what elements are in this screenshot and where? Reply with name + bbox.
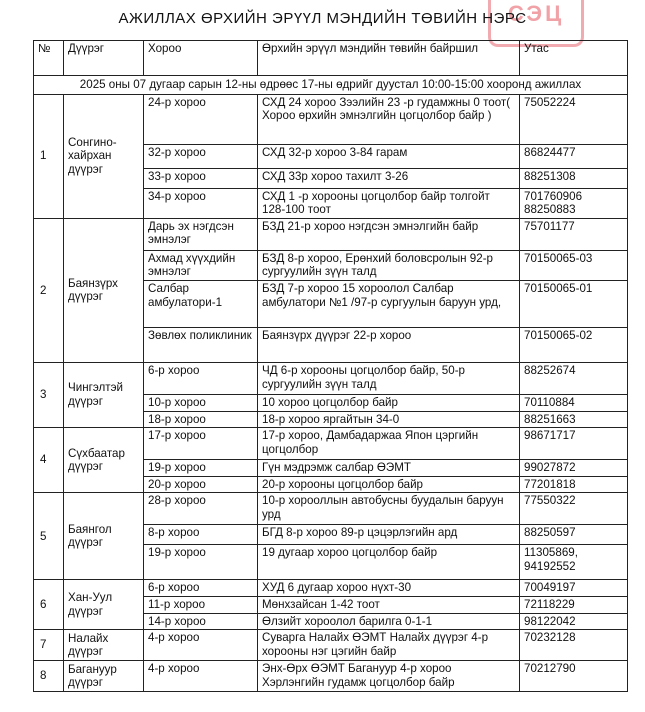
table-row bbox=[34, 630, 628, 661]
khoroo-cell: 20-р хороо bbox=[144, 476, 258, 493]
district-cell: Баянгол дүүрэг bbox=[64, 493, 144, 580]
khoroo-cell: 6-р хороо bbox=[144, 362, 258, 394]
district-cell: Чингэлтэй дүүрэг bbox=[64, 362, 144, 427]
location-cell: 17-р хороо, Дамбадаржаа Япон цэргийн цогцолбор bbox=[258, 428, 520, 460]
phone-cell: 88251663 bbox=[520, 411, 628, 428]
table-row bbox=[34, 218, 628, 250]
row-number: 3 bbox=[34, 362, 64, 427]
phone-cell: 98122042 bbox=[520, 613, 628, 630]
row-number: 2 bbox=[34, 218, 64, 362]
location-cell: БГД 8-р хороо 89-р цэцэрлэгийн ард bbox=[258, 525, 520, 545]
table-body bbox=[34, 76, 628, 692]
row-number: 1 bbox=[34, 94, 64, 218]
khoroo-cell: 4-р хороо bbox=[144, 630, 258, 661]
khoroo-cell: Салбар амбулатори-1 bbox=[144, 280, 258, 327]
location-cell: 10 хороо цогцолбор байр bbox=[258, 394, 520, 411]
header-location: Өрхийн эрүүл мэндийн төвийн байршил bbox=[258, 41, 520, 76]
phone-cell: 70150065-03 bbox=[520, 250, 628, 280]
phone-cell: 70150065-01 bbox=[520, 280, 628, 327]
phone-cell: 70232128 bbox=[520, 630, 628, 661]
phone-cell: 70150065-02 bbox=[520, 327, 628, 362]
phone-cell: 86824477 bbox=[520, 144, 628, 168]
phone-cell: 75701177 bbox=[520, 218, 628, 250]
phone-cell: 88250597 bbox=[520, 525, 628, 545]
khoroo-cell: 11-р хороо bbox=[144, 596, 258, 613]
row-number: 7 bbox=[34, 630, 64, 661]
document-title: АЖИЛЛАХ ӨРХИЙН ЭРҮҮЛ МЭНДИЙН ТӨВИЙН НЭРС bbox=[118, 10, 527, 27]
phone-cell: 77550322 bbox=[520, 493, 628, 525]
khoroo-cell: 28-р хороо bbox=[144, 493, 258, 525]
location-cell: ХУД 6 дугаар хороо нүхт-30 bbox=[258, 580, 520, 597]
khoroo-cell: 18-р хороо bbox=[144, 411, 258, 428]
header-district: Дүүрэг bbox=[64, 41, 144, 76]
row-number: 4 bbox=[34, 428, 64, 493]
table-row bbox=[34, 362, 628, 394]
table-header-row bbox=[34, 41, 628, 76]
location-cell: 10-р хорооллын автобусны буудалын баруун урд bbox=[258, 493, 520, 525]
khoroo-cell: 24-р хороо bbox=[144, 94, 258, 144]
phone-cell: 88252674 bbox=[520, 362, 628, 394]
khoroo-cell: Зөвлөх поликлиник bbox=[144, 327, 258, 362]
district-cell: Хан-Уул дүүрэг bbox=[64, 580, 144, 630]
phone-cell: 70049197 bbox=[520, 580, 628, 597]
header-khoroo: Хороо bbox=[144, 41, 258, 76]
district-cell: Сүхбаатар дүүрэг bbox=[64, 428, 144, 493]
khoroo-cell: 10-р хороо bbox=[144, 394, 258, 411]
stamp: СЭЦ bbox=[488, 0, 584, 47]
khoroo-cell: Дарь эх нэгдсэн эмнэлэг bbox=[144, 218, 258, 250]
header-phone: Утас bbox=[520, 41, 628, 76]
phone-cell: 77201818 bbox=[520, 476, 628, 493]
notice-row bbox=[34, 76, 628, 95]
khoroo-cell: 34-р хороо bbox=[144, 188, 258, 218]
phone-cell: 98671717 bbox=[520, 428, 628, 460]
phone-cell: 701760906 88250883 bbox=[520, 188, 628, 218]
location-cell: СХД 24 хороо Зээлийн 23 -р гудамжны 0 тоот( Хороо өрхийн эмнэлгийн цогцолбор байр ) bbox=[258, 94, 520, 144]
location-cell: БЗД 7-р хороо 15 хороолол Салбар амбулатори №1 /97-р сургуулын баруун урд, bbox=[258, 280, 520, 327]
location-cell: 19 дугаар хороо цогцолбор байр bbox=[258, 545, 520, 580]
row-number: 5 bbox=[34, 493, 64, 580]
khoroo-cell: 17-р хороо bbox=[144, 428, 258, 460]
table-row bbox=[34, 428, 628, 460]
location-cell: Мөнхзайсан 1-42 тоот bbox=[258, 596, 520, 613]
district-cell: Багануур дүүрэг bbox=[64, 661, 144, 692]
phone-cell: 99027872 bbox=[520, 460, 628, 477]
row-number: 6 bbox=[34, 580, 64, 630]
table-row bbox=[34, 661, 628, 692]
location-cell: Энх-Өрх ӨЭМТ Багануур 4-р хороо Хэрлэнгийн гудамж цогцолбор байр bbox=[258, 661, 520, 692]
table-row bbox=[34, 580, 628, 597]
health-center-table bbox=[33, 40, 628, 692]
location-cell: Гүн мэдрэмж салбар ӨЭМТ bbox=[258, 460, 520, 477]
khoroo-cell: 32-р хороо bbox=[144, 144, 258, 168]
location-cell: 18-р хороо яргайтын 34-0 bbox=[258, 411, 520, 428]
khoroo-cell: Ахмад хүүхдийн эмнэлэг bbox=[144, 250, 258, 280]
phone-cell: 70212790 bbox=[520, 661, 628, 692]
location-cell: БЗД 8-р хороо, Ерөнхий боловсролын 92-р сургуулийн зүүн талд bbox=[258, 250, 520, 280]
khoroo-cell: 33-р хороо bbox=[144, 168, 258, 188]
khoroo-cell: 8-р хороо bbox=[144, 525, 258, 545]
location-cell: Баянзүрх дүүрэг 22-р хороо bbox=[258, 327, 520, 362]
district-cell: Сонгино-хайрхан дүүрэг bbox=[64, 94, 144, 218]
table-row bbox=[34, 493, 628, 525]
location-cell: СХД 32-р хороо 3-84 гарам bbox=[258, 144, 520, 168]
phone-cell: 70110884 bbox=[520, 394, 628, 411]
location-cell: 20-р хорооны цогцолбор байр bbox=[258, 476, 520, 493]
location-cell: СХД 33р хороо тахилт 3-26 bbox=[258, 168, 520, 188]
header-no: № bbox=[34, 41, 64, 76]
khoroo-cell: 4-р хороо bbox=[144, 661, 258, 692]
table-row bbox=[34, 94, 628, 144]
phone-cell: 88251308 bbox=[520, 168, 628, 188]
phone-cell: 75052224 bbox=[520, 94, 628, 144]
location-cell: Суварга Налайх ӨЭМТ Налайх дүүрэг 4-р хорооны нэг цэгийн байр bbox=[258, 630, 520, 661]
row-number: 8 bbox=[34, 661, 64, 692]
khoroo-cell: 6-р хороо bbox=[144, 580, 258, 597]
location-cell: СХД 1 -р хорооны цогцолбор байр толгойт 128-100 тоот bbox=[258, 188, 520, 218]
district-cell: Баянзүрх дүүрэг bbox=[64, 218, 144, 362]
working-hours-notice: 2025 оны 07 дугаар сарын 12-ны өдрөөс 17-ны өдрийг дуустал 10:00-15:00 хооронд ажиллах bbox=[34, 76, 628, 95]
khoroo-cell: 19-р хороо bbox=[144, 545, 258, 580]
location-cell: БЗД 21-р хороо нэгдсэн эмнэлгийн байр bbox=[258, 218, 520, 250]
phone-cell: 72118229 bbox=[520, 596, 628, 613]
district-cell: Налайх дүүрэг bbox=[64, 630, 144, 661]
location-cell: ЧД 6-р хорооны цогцолбор байр, 50-р сургуулийн зүүн талд bbox=[258, 362, 520, 394]
khoroo-cell: 14-р хороо bbox=[144, 613, 258, 630]
khoroo-cell: 19-р хороо bbox=[144, 460, 258, 477]
location-cell: Өлзийт хороолол барилга 0-1-1 bbox=[258, 613, 520, 630]
phone-cell: 11305869, 94192552 bbox=[520, 545, 628, 580]
